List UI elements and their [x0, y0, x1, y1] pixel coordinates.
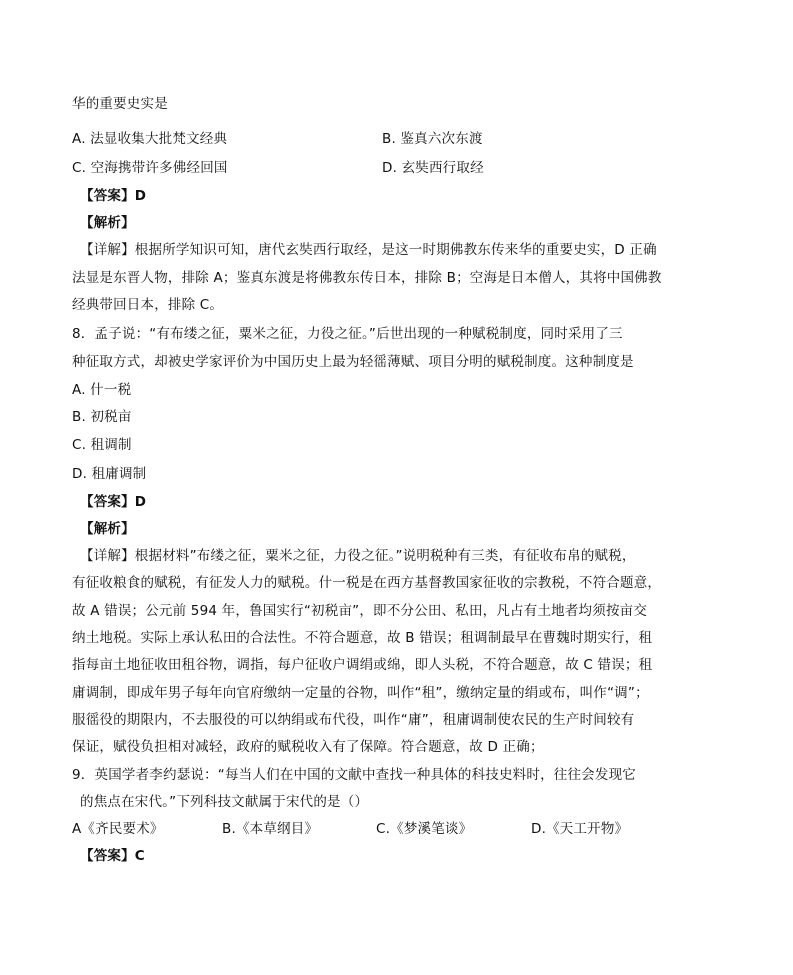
q7-stem-tail: 华的重要史实是 [72, 96, 168, 112]
q8-option-d: D. 租庸调制 [72, 466, 147, 482]
q9-answer: 【答案】C [80, 848, 145, 864]
q8-stem-line-1: 8．孟子说：“有布缕之征，粟米之征，力役之征。”后世出现的一种赋税制度，同时采用了三 [72, 326, 623, 342]
q8-option-b: B. 初税亩 [72, 409, 132, 425]
q8-detail-line-1: 【详解】根据材料”布缕之征，粟米之征，力役之征。”说明税种有三类，有征收布帛的赋税， [80, 548, 636, 564]
q7-option-a: A. 法显收集大批梵文经典 [72, 131, 228, 147]
q8-analysis-label: 【解析】 [80, 521, 135, 537]
q9-option-b: B.《本草纲目》 [222, 821, 319, 837]
q8-stem-line-2: 种征取方式，却被史学家评价为中国历史上最为轻徭薄赋、项目分明的赋税制度。这种制度是 [72, 354, 634, 370]
q8-option-c: C. 租调制 [72, 437, 132, 453]
q7-option-b: B. 鉴真六次东渡 [382, 131, 483, 147]
q8-detail-line-7: 服徭役的期限内，不去服役的可以纳绢或布代役，叫作“庸”，租庸调制使农民的生产时间较有 [72, 712, 635, 728]
q7-detail-line-2: 法显是东晋人物，排除 A；鉴真东渡是将佛教东传日本，排除 B；空海是日本僧人，其将中国佛教 [72, 270, 662, 286]
q7-analysis-label: 【解析】 [80, 215, 135, 231]
q9-stem-line-1: 9．英国学者李约瑟说：“每当人们在中国的文献中查找一种具体的科技史料时，往往会发现它 [72, 767, 636, 783]
q8-answer: 【答案】D [80, 494, 147, 510]
q8-detail-line-3: 故 A 错误；公元前 594 年，鲁国实行“初税亩”，即不分公田、私田，凡占有土地者均须按亩交 [72, 603, 648, 619]
q9-option-d: D.《天工开物》 [531, 821, 629, 837]
q7-option-c: C. 空海携带许多佛经回国 [72, 160, 228, 176]
q7-option-d: D. 玄奘西行取经 [382, 160, 484, 176]
q7-detail-line-1: 【详解】根据所学知识可知，唐代玄奘西行取经，是这一时期佛教东传来华的重要史实，D 正确 [80, 242, 657, 258]
q9-option-c: C.《梦溪笔谈》 [376, 821, 473, 837]
q7-detail-line-3: 经典带回日本，排除 C。 [72, 297, 224, 313]
q9-option-a: A《齐民要术》 [72, 821, 164, 837]
q8-detail-line-8: 保证，赋役负担相对减轻，政府的赋税收入有了保障。符合题意，故 D 正确； [72, 739, 544, 755]
q7-answer: 【答案】D [80, 188, 147, 204]
q8-option-a: A. 什一税 [72, 382, 132, 398]
q8-detail-line-4: 纳土地税。实际上承认私田的合法性。不符合题意，故 B 错误；租调制最早在曹魏时期实行，租 [72, 630, 653, 646]
q8-detail-line-6: 庸调制，即成年男子每年向官府缴纳一定量的谷物，叫作“租”，缴纳定量的绢或布，叫作“调”； [72, 685, 649, 701]
q9-stem-line-2: 的焦点在宋代。”下列科技文献属于宋代的是（） [80, 794, 369, 810]
q8-detail-line-5: 指每亩土地征收田租谷物，调指，每户征收户调绢或绵，即人头税，不符合题意，故 C 错误；租 [72, 657, 653, 673]
q8-detail-line-2: 有征收粮食的赋税，有征发人力的赋税。什一税是在西方基督教国家征收的宗教税，不符合题意， [72, 575, 662, 591]
